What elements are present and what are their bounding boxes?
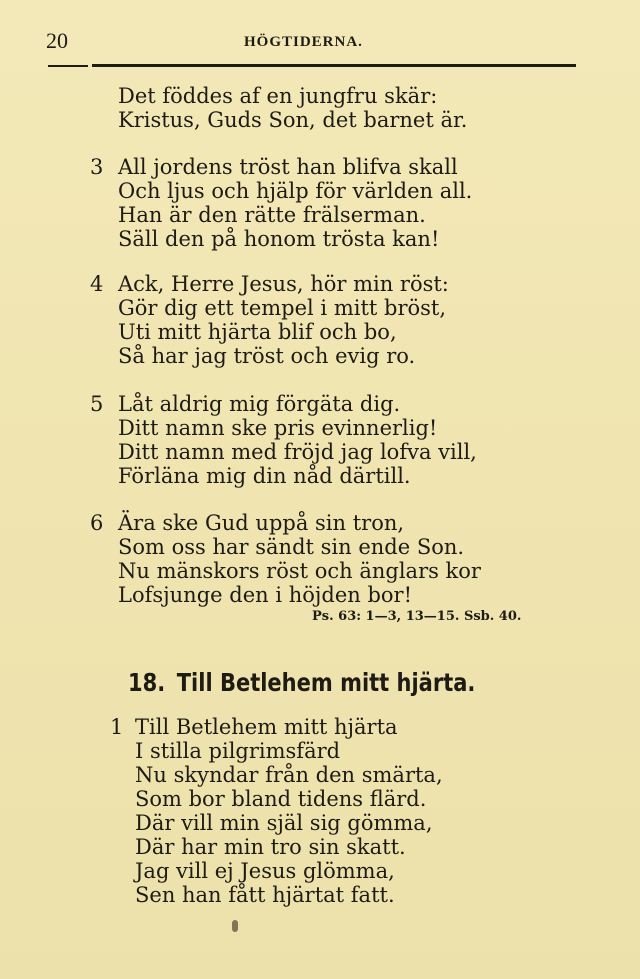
hymn-title: Till Betlehem mitt hjärta. <box>176 668 476 697</box>
stanza-number: 1 <box>110 715 124 739</box>
verse-line: Jag vill ej Jesus glömma, <box>135 859 395 883</box>
verse-line: Ditt namn ske pris evinnerlig! <box>118 416 438 440</box>
verse-line: Sen han fått hjärtat fatt. <box>135 883 395 907</box>
verse-line: Säll den på honom trösta kan! <box>118 227 440 251</box>
verse-line: Gör dig ett tempel i mitt bröst, <box>118 296 447 320</box>
verse-line: Ditt namn med fröjd jag lofva vill, <box>118 440 477 464</box>
verse-line: Där vill min själ sig gömma, <box>135 811 433 835</box>
stanza-number: 5 <box>90 392 104 416</box>
verse-line: Nu mänskors röst och änglars kor <box>118 559 481 583</box>
hymn-number: 18. <box>128 668 166 697</box>
verse-line: Så har jag tröst och evig ro. <box>118 344 416 368</box>
verse-line: Det föddes af en jungfru skär: <box>118 84 438 108</box>
verse-line: All jordens tröst han blifva skall <box>118 155 458 179</box>
verse-line: Ära ske Gud uppå sin tron, <box>118 511 405 535</box>
verse-line: Uti mitt hjärta blif och bo, <box>118 320 397 344</box>
verse-line: Till Betlehem mitt hjärta <box>135 715 398 739</box>
stanza-number: 6 <box>90 511 104 535</box>
ink-smudge <box>232 920 238 932</box>
verse-line: I stilla pilgrimsfärd <box>135 739 341 763</box>
verse-line: Och ljus och hjälp för världen all. <box>118 179 473 203</box>
header-rule-short <box>48 65 88 67</box>
verse-line: Han är den rätte frälserman. <box>118 203 426 227</box>
verse-line: Ack, Herre Jesus, hör min röst: <box>118 272 449 296</box>
verse-line: Kristus, Guds Son, det barnet är. <box>118 108 468 132</box>
hymn-heading <box>128 668 475 698</box>
header-rule <box>92 64 576 67</box>
page-number: 20 <box>46 28 68 53</box>
verse-line: Förläna mig din nåd därtill. <box>118 464 411 488</box>
stanza-number: 4 <box>90 272 104 296</box>
verse-line: Nu skyndar från den smärta, <box>135 763 443 787</box>
stanza-number: 3 <box>90 155 104 179</box>
verse-line: Som oss har sändt sin ende Son. <box>118 535 465 559</box>
verse-line: Lofsjunge den i höjden bor! <box>118 583 413 607</box>
verse-line: Låt aldrig mig förgäta dig. <box>118 392 401 416</box>
scripture-reference: Ps. 63: 1—3, 13—15. Ssb. 40. <box>312 609 522 624</box>
running-title: HÖGTIDERNA. <box>244 34 363 50</box>
page-header <box>46 28 576 58</box>
verse-line: Där har min tro sin skatt. <box>135 835 406 859</box>
verse-line: Som bor bland tidens flärd. <box>135 787 427 811</box>
